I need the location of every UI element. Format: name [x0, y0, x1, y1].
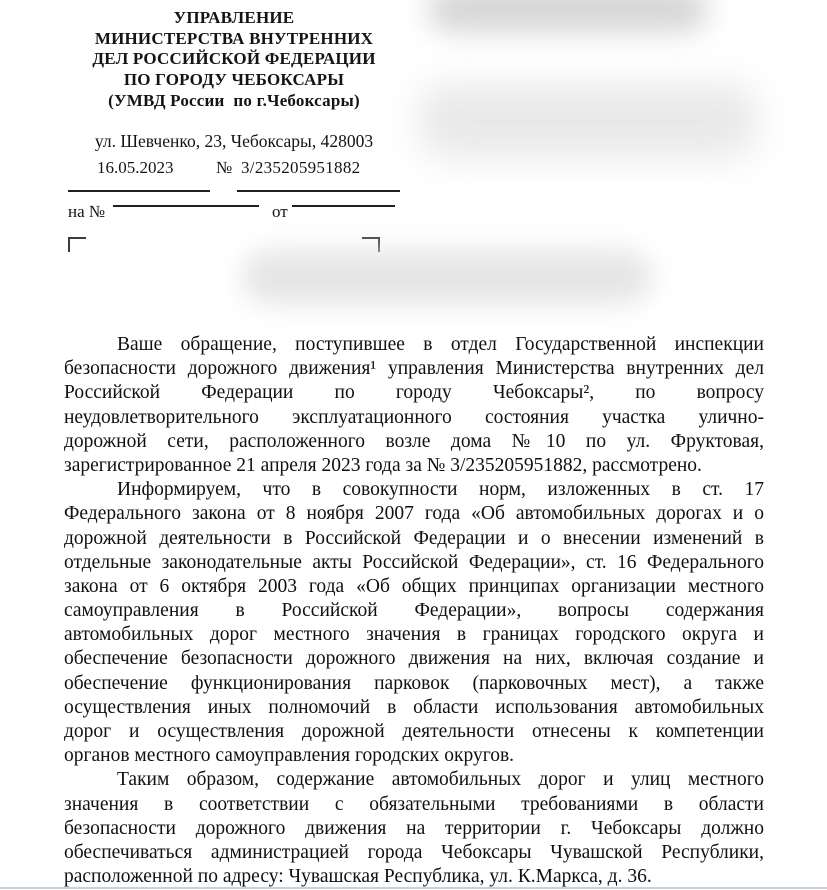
body-line: дорог и осуществления дорожной деятельности отнесены к компетенции [64, 721, 764, 742]
body-line: Информируем, что в совокупности норм, изложенных в ст. 17 [117, 479, 764, 501]
redaction-blur [418, 84, 758, 158]
number-underline [237, 190, 400, 192]
in-reply-from-label: от [272, 202, 288, 221]
letterhead-org-name [64, 8, 404, 112]
org-name-line: МИНИСТЕРСТВА ВНУТРЕННИХ [94, 28, 374, 48]
body-line: обеспечение функционирования парковок (парковочных мест), а также [64, 672, 764, 694]
org-name-line: ПО ГОРОДУ ЧЕБОКСАРЫ [123, 70, 345, 90]
date-underline [68, 190, 210, 192]
body-line: самоуправления в Российской Федерации», вопросы содержания [64, 600, 764, 622]
body-line: обеспечиваться администрацией города Чебоксары Чувашской Республики, [64, 841, 764, 863]
letter-body [64, 333, 764, 889]
body-line: дорожной сети, расположенного возле дома №10 по ул. Фруктовая, [64, 430, 764, 452]
body-line: Таким образом, содержание автомобильных дорог и улиц местного [117, 769, 764, 791]
body-line: обеспечение безопасности дорожного движения на них, включая создание и [64, 648, 764, 670]
org-postal-address: ул. Шевченко, 23, Чебоксары, 428003 [94, 131, 374, 151]
body-line: зарегистрированное 21 апреля 2023 года за № 3/235205951882, рассмотрено. [64, 454, 702, 476]
body-line: значения в соответствии с обязательными требованиями в области [64, 793, 764, 815]
body-line: отдельные законодательные акты Российской Федерации», ст. 16 Федерального [64, 551, 764, 573]
redaction-blur [428, 0, 708, 32]
body-line: закона от 6 октября 2003 года «Об общих принципах организации местного [64, 575, 764, 597]
org-name-line: ДЕЛ РОССИЙСКОЙ ФЕДЕРАЦИИ [92, 49, 376, 69]
body-line: автомобильных дорог местного значения в границах городского округа и [64, 624, 764, 646]
body-line: дорожной деятельности в Российской Федерации и о внесении изменений в [64, 527, 764, 549]
body-line: Федерального закона от 8 ноября 2007 года «Об автомобильных дорогах и о [64, 503, 764, 525]
body-line: расположенной по адресу: Чувашская Республика, ул. К.Маркса, д. 36. [64, 866, 652, 888]
outgoing-number: 3/235205951882 [241, 158, 361, 177]
number-sign: № [216, 158, 233, 177]
org-short-name-line: (УМВД России по г.Чебоксары) [108, 90, 360, 110]
in-reply-number-blank [113, 205, 259, 207]
body-line: неудовлетворительного эксплуатационного состояния участка улично- [64, 406, 764, 428]
redaction-blur [242, 250, 652, 304]
body-line: безопасности дорожного движения на территории г. Чебоксары должно [64, 817, 764, 839]
outgoing-date: 16.05.2023 [97, 158, 174, 177]
addressee-corner-bracket-left [68, 237, 86, 252]
body-line: осуществления иных полномочий в области использования автомобильных [64, 696, 764, 718]
body-line: органов местного самоуправления городских округов. [64, 745, 515, 767]
body-line: безопасности дорожного движения¹ управления Министерства внутренних дел [64, 358, 764, 380]
in-reply-date-blank [292, 205, 395, 207]
in-reply-prefix: на № [68, 202, 106, 221]
org-name-line: УПРАВЛЕНИЕ [173, 8, 295, 27]
page-bottom-edge [0, 887, 827, 889]
body-line: Ваше обращение, поступившее в отдел Государственной инспекции [117, 334, 764, 355]
body-line: Российской Федерации по городу Чебоксары², по вопросу [64, 382, 764, 404]
